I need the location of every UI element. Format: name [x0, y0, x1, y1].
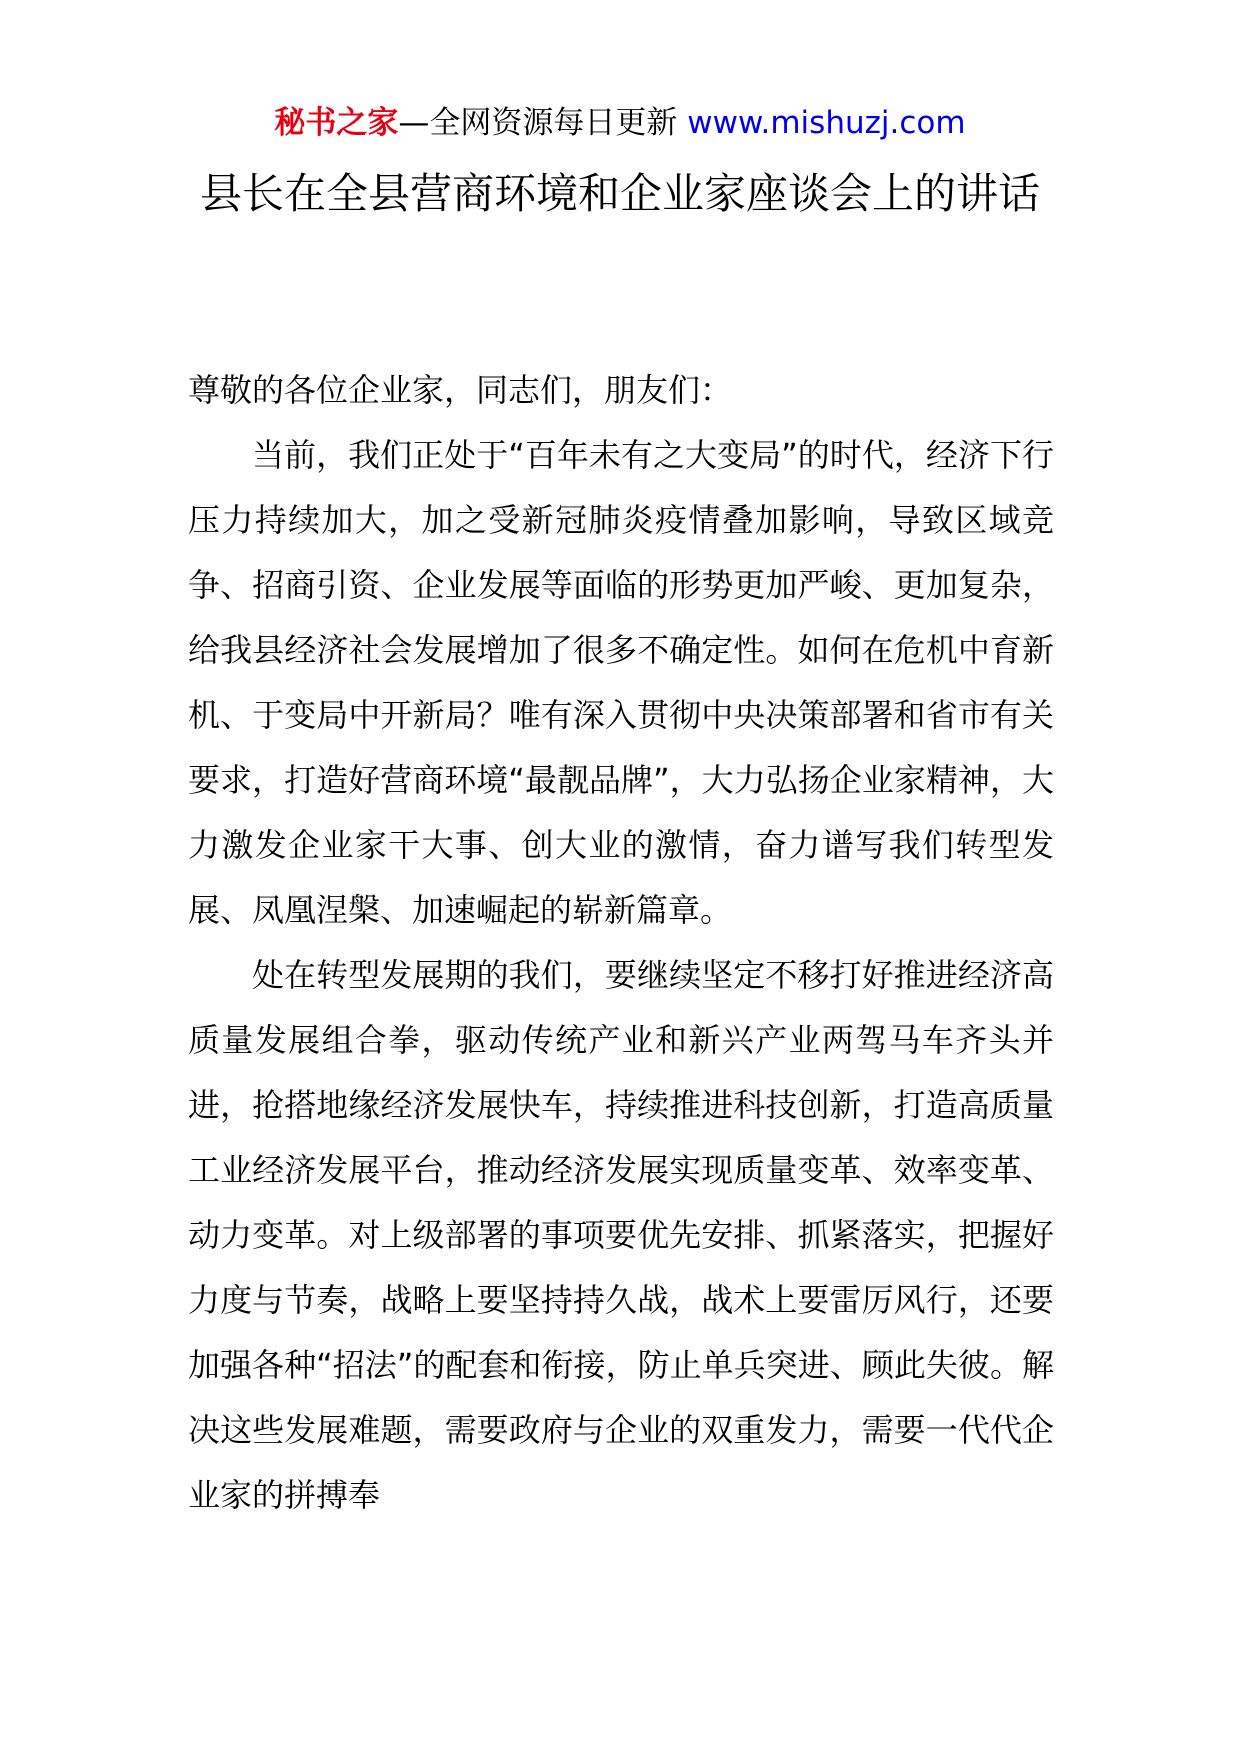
greeting-line: 尊敬的各位企业家，同志们，朋友们： — [188, 371, 733, 409]
paragraph-2: 处在转型发展期的我们，要继续坚定不移打好推进经济高质量发展组合拳，驱动传统产业和新兴产业两驾马车齐头并进，抢搭地缘经济发展快车，持续推进科技创新，打造高质量工业经济发展平台，推动经济发展实现质量变革、效率变革、动力变革。对上级部署的事项要优先安排、抓紧落实，把握好力度与节奏，战略上要坚持持久战，战术上要雷厉风行，还要加强各种“招法”的配套和衔接，防止单兵突进、顾此失彼。解决这些发展难题，需要政府与企业的双重发力，需要一代代企业家的拼搏奉 — [188, 956, 1054, 1514]
site-header — [0, 103, 1240, 143]
paragraph-1: 当前，我们正处于“百年未有之大变局”的时代，经济下行压力持续加大，加之受新冠肺炎疫情叠加影响，导致区域竞争、招商引资、企业发展等面临的形势更加严峻、更加复杂，给我县经济社会发展增加了很多不确定性。如何在危机中育新机、于变局中开新局？唯有深入贯彻中央决策部署和省市有关要求，打造好营商环境“最靓品牌”，大力弘扬企业家精神，大力激发企业家干大事、创大业的激情，奋力谱写我们转型发展、凤凰涅槃、加速崛起的崭新篇章。 — [188, 436, 1054, 929]
site-url-link[interactable]: www.mishuzj.com — [687, 105, 966, 141]
site-brand: 秘书之家 — [274, 105, 399, 141]
site-slogan: —全网资源每日更新 — [398, 105, 688, 141]
document-title: 县长在全县营商环境和企业家座谈会上的讲话 — [199, 169, 1040, 218]
document-body — [188, 358, 1054, 1528]
